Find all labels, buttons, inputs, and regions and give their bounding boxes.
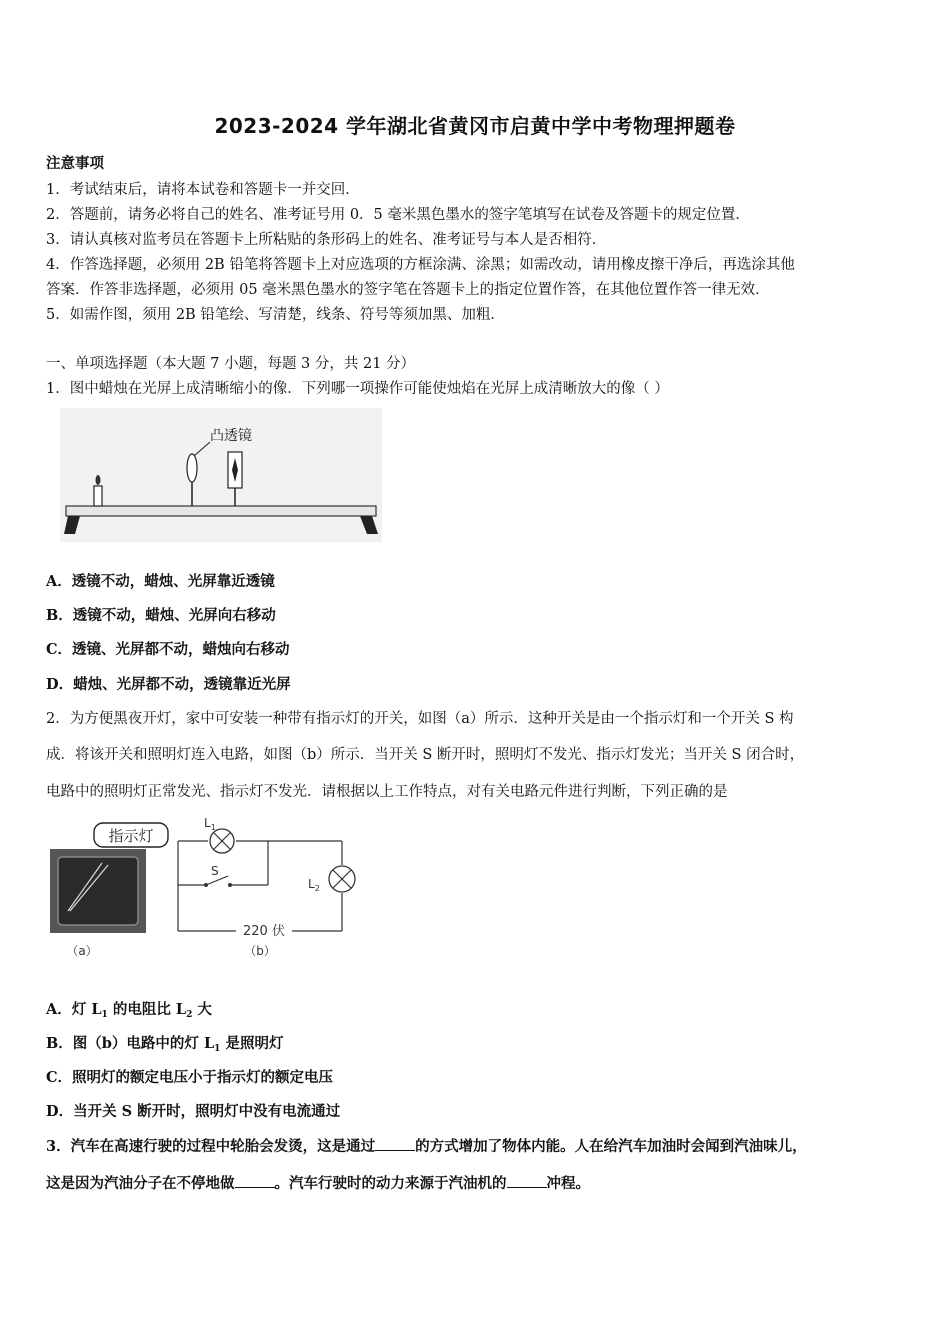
notice-heading: 注意事项 bbox=[46, 155, 104, 172]
switch-s-label: S bbox=[211, 864, 219, 878]
q2-option-d[interactable]: D．当开关 S 断开时，照明灯中没有电流通过 bbox=[46, 1103, 341, 1120]
q1-option-d[interactable]: D．蜡烛、光屏都不动，透镜靠近光屏 bbox=[46, 676, 291, 693]
lamp-l2-icon bbox=[329, 866, 355, 892]
lamp-l2-label: $L_2$ bbox=[308, 877, 320, 893]
q2-stem-line: 电路中的照明灯正常发光、指示灯不发光．请根据以上工作特点，对有关电路元件进行判断，下列正确的是 bbox=[46, 784, 728, 800]
q1-optical-bench-figure bbox=[60, 408, 382, 542]
indicator-callout-label: 指示灯 bbox=[108, 827, 154, 845]
q2-option-b[interactable]: B．图（b）电路中的灯 $L_1$ 是照明灯 bbox=[46, 1035, 284, 1054]
caption-b: （b） bbox=[244, 944, 276, 958]
notice-item: 5．如需作图，须用 2B 铅笔绘、写清楚，线条、符号等须加黑、加粗． bbox=[46, 307, 505, 323]
q3-blank-1[interactable] bbox=[375, 1136, 415, 1151]
bench-rail bbox=[66, 506, 376, 516]
indicator-switch-photo bbox=[50, 849, 146, 933]
q3-line-1: 3．汽车在高速行驶的过程中轮胎会发烫，这是通过 的方式增加了物体内能。人在给汽车加油时会闻到汽油味儿， bbox=[46, 1138, 807, 1155]
caption-a: （a） bbox=[66, 944, 98, 958]
q2-option-a[interactable]: A．灯 $L_1$ 的电阻比 $L_2$ 大 bbox=[46, 1001, 212, 1020]
notice-item: 答案．作答非选择题，必须用 05 毫米黑色墨水的签字笔在答题卡上的指定位置作答，在其他位置作答一律无效． bbox=[46, 282, 770, 298]
page-title: 2023-2024 学年湖北省黄冈市启黄中学中考物理押题卷 bbox=[214, 114, 736, 138]
q2-option-c[interactable]: C．照明灯的额定电压小于指示灯的额定电压 bbox=[46, 1069, 334, 1086]
notice-item: 3．请认真核对监考员在答题卡上所粘贴的条形码上的姓名、准考证号与本人是否相符． bbox=[46, 232, 607, 248]
q1-stem: 1．图中蜡烛在光屏上成清晰缩小的像．下列哪一项操作可能使烛焰在光屏上成清晰放大的像（ ） bbox=[46, 381, 669, 397]
notice-item: 4．作答选择题，必须用 2B 铅笔将答题卡上对应选项的方框涂满、涂黑；如需改动，请用橡皮擦干净后，再选涂其他 bbox=[46, 257, 795, 273]
q2-stem-line: 2．为方便黑夜开灯，家中可安装一种带有指示灯的开关，如图（a）所示．这种开关是由一个指示灯和一个开关 S 构 bbox=[46, 711, 794, 727]
lamp-l1-icon bbox=[210, 829, 234, 853]
q1-option-a[interactable]: A．透镜不动，蜡烛、光屏靠近透镜 bbox=[46, 573, 275, 590]
q3-line-2: 这是因为汽油分子在不停地做 。汽车行驶时的动力来源于汽油机的 冲程。 bbox=[46, 1175, 590, 1192]
q3-blank-2[interactable] bbox=[235, 1173, 275, 1188]
notice-item: 1．考试结束后，请将本试卷和答题卡一并交回． bbox=[46, 182, 360, 198]
q2-circuit-figure bbox=[46, 813, 366, 963]
q1-option-c[interactable]: C．透镜、光屏都不动，蜡烛向右移动 bbox=[46, 641, 290, 658]
q1-option-b[interactable]: B．透镜不动，蜡烛、光屏向右移动 bbox=[46, 607, 276, 624]
lamp-l1-label: $L_1$ bbox=[204, 816, 216, 832]
notice-item: 2．答题前，请务必将自己的姓名、准考证号用 0．5 毫米黑色墨水的签字笔填写在试卷及答题卡的规定位置． bbox=[46, 207, 750, 223]
convex-lens-label: 凸透镜 bbox=[210, 428, 252, 444]
section-heading: 一、单项选择题（本大题 7 小题，每题 3 分，共 21 分） bbox=[46, 356, 416, 372]
q3-blank-3[interactable] bbox=[507, 1173, 547, 1188]
q2-stem-line: 成．将该开关和照明灯连入电路，如图（b）所示．当开关 S 断开时，照明灯不发光、指示灯发光；当开关 S 闭合时， bbox=[46, 747, 805, 763]
voltage-label: 220 伏 bbox=[243, 924, 285, 939]
